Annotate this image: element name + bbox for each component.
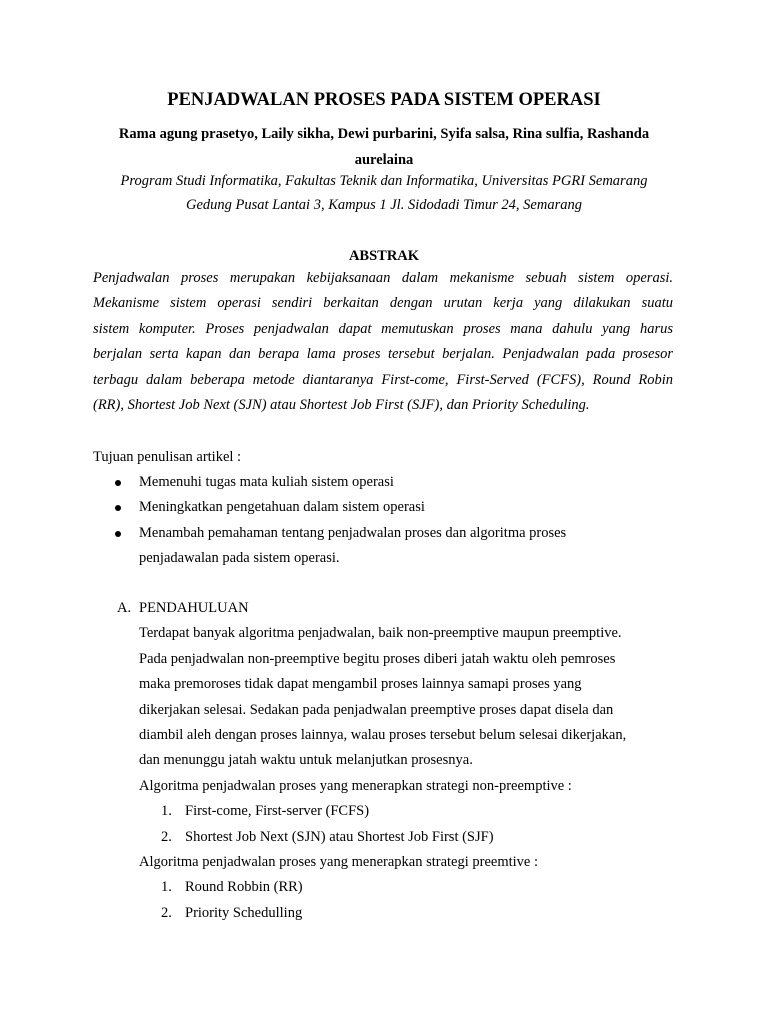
paragraph-line: Pada penjadwalan non-preemptive begitu proses diberi jatah waktu oleh pemroses: [139, 650, 616, 667]
affiliation-line-1: Program Studi Informatika, Fakultas Teknik dan Informatika, Universitas PGRI Semarang: [120, 173, 648, 189]
list-item-text: Memenuhi tugas mata kuliah sistem operasi: [139, 474, 394, 490]
list-item-text: First-come, First-server (FCFS): [185, 803, 370, 820]
list-item-text: Round Robbin (RR): [185, 879, 303, 896]
bullet-icon: [115, 480, 121, 486]
list-item: [139, 825, 687, 850]
author-list: [60, 121, 708, 173]
list-item: [93, 470, 693, 495]
author-line-1: Rama agung prasetyo, Laily sikha, Dewi purbarini, Syifa salsa, Rina sulfia, Rashanda: [118, 126, 650, 142]
list-number: 1.: [161, 803, 172, 820]
list-item-text: Shortest Job Next (SJN) atau Shortest Job First (SJF): [185, 828, 494, 845]
abstract-line: sistem komputer. Proses penjadwalan dapat memutuskan proses mana dahulu yang harus: [93, 320, 673, 337]
bullet-icon: [115, 531, 121, 537]
affiliation-line-2: Gedung Pusat Lantai 3, Kampus 1 Jl. Sidodadi Timur 24, Semarang: [186, 197, 582, 213]
list-item: [139, 901, 687, 926]
abstract-body: [93, 266, 673, 418]
paragraph-line: maka premoroses tidak dapat mengambil proses lainnya samapi proses yang: [139, 676, 582, 693]
tujuan-label: Tujuan penulisan artikel :: [93, 449, 242, 465]
section-letter: A.: [117, 600, 132, 616]
bullet-icon: [115, 505, 121, 511]
abstract-line: berjalan serta kapan dan berapa lama proses tersebut berjalan. Penjadwalan pada prosesor: [93, 346, 673, 363]
author-line-2: aurelaina: [354, 152, 414, 168]
abstract-line: Mekanisme sistem operasi sendiri berkaitan dengan urutan kerja yang dilakukan suatu: [93, 295, 673, 312]
paper-title: PENJADWALAN PROSES PADA SISTEM OPERASI: [167, 90, 601, 110]
nonpreemptive-intro: Algoritma penjadwalan proses yang menerapkan strategi non-preemptive :: [139, 777, 572, 794]
list-item-text: Menambah pemahaman tentang penjadwalan proses dan algoritma proses: [139, 524, 567, 541]
paragraph-line: diambil aleh dengan proses lainnya, walau proses tersebut belum selesai dikerjakan,: [139, 727, 627, 744]
list-item: [139, 799, 687, 824]
tujuan-list: [93, 470, 693, 572]
section-body: [117, 621, 687, 926]
abstract-line: Penjadwalan proses merupakan kebijaksanaan dalam mekanisme sebuah sistem operasi.: [93, 270, 673, 286]
nonpreemptive-list: [139, 799, 687, 850]
section-title: PENDAHULUAN: [139, 600, 249, 616]
abstract-line: (RR), Shortest Job Next (SJN) atau Shortest Job First (SJF), dan Priority Scheduling.: [93, 396, 590, 413]
list-number: 2.: [161, 828, 172, 845]
list-number: 2.: [161, 904, 172, 921]
list-item: [93, 521, 693, 546]
list-item-text: Meningkatkan pengetahuan dalam sistem operasi: [139, 499, 425, 516]
list-item-text: penjadawalan pada sistem operasi.: [139, 550, 340, 567]
preemptive-list: [139, 875, 687, 926]
list-item-text: Priority Schedulling: [185, 904, 303, 921]
list-number: 1.: [161, 879, 172, 896]
paragraph-line: dikerjakan selesai. Sedakan pada penjadwalan preemptive proses dapat disela dan: [139, 701, 614, 718]
abstract-heading: ABSTRAK: [348, 248, 420, 264]
section-heading: [117, 596, 687, 621]
list-item-continuation: [93, 546, 693, 571]
abstract-line: terbagu dalam beberapa metode diantaranya First-come, First-Served (FCFS), Round Robin: [93, 371, 673, 388]
list-item: [93, 495, 693, 520]
paragraph-line: Terdapat banyak algoritma penjadwalan, baik non-preemptive maupun preemptive.: [139, 625, 622, 642]
paragraph-line: dan menunggu jatah waktu untuk melanjutkan prosesnya.: [139, 752, 473, 769]
list-item: [139, 875, 687, 900]
preemptive-intro: Algoritma penjadwalan proses yang menerapkan strategi preemtive :: [139, 854, 539, 871]
section-pendahuluan: [117, 596, 687, 926]
